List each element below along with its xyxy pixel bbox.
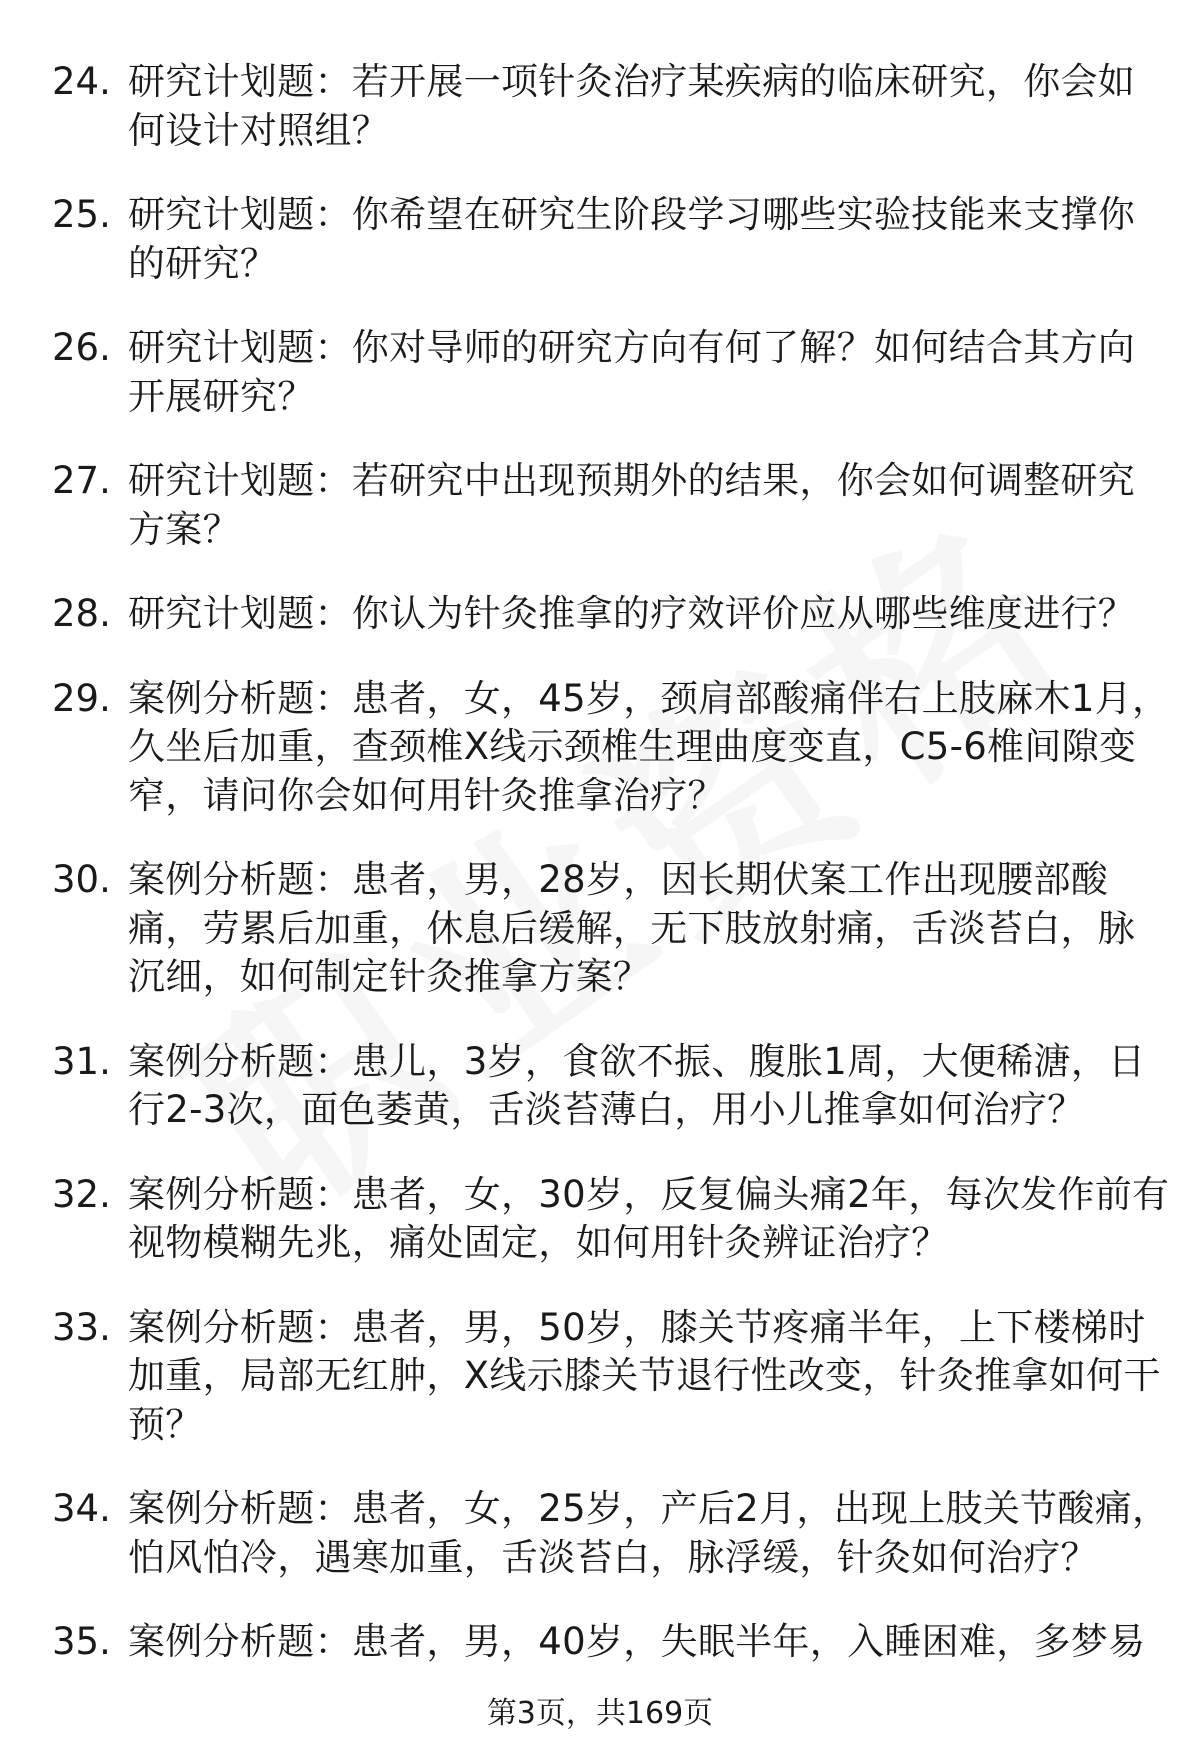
question-item — [0, 58, 1200, 155]
question-number: 32. — [52, 1172, 111, 1216]
question-text: 研究计划题：若开展一项针灸治疗某疾病的临床研究，你会如何设计对照组？ — [128, 60, 1136, 152]
question-text: 案例分析题：患者，女，45岁，颈肩部酸痛伴右上肢麻木1月，久坐后加重，查颈椎X线示颈椎生理曲度变直，C5-6椎间隙变窄，请问你会如何用针灸推拿治疗？ — [128, 676, 1170, 817]
question-item — [0, 191, 1200, 288]
question-number: 29. — [52, 676, 111, 720]
question-text: 研究计划题：若研究中出现预期外的结果，你会如何调整研究方案？ — [128, 459, 1136, 551]
question-text: 研究计划题：你对导师的研究方向有何了解？如何结合其方向开展研究？ — [128, 326, 1136, 418]
question-text: 案例分析题：患者，男，40岁，失眠半年，入睡困难，多梦易 — [128, 1620, 1146, 1663]
question-text: 案例分析题：患者，女，30岁，反复偏头痛2年，每次发作前有视物模糊先兆，痛处固定，如何用针灸辨证治疗？ — [128, 1172, 1170, 1264]
question-number: 28. — [52, 592, 111, 635]
question-number: 35. — [52, 1620, 111, 1663]
question-item — [0, 1038, 1200, 1135]
question-text: 案例分析题：患者，男，28岁，因长期伏案工作出现腰部酸痛，劳累后加重，休息后缓解，无下肢放射痛，舌淡苔白，脉沉细，如何制定针灸推拿方案？ — [128, 858, 1136, 998]
question-number: 25. — [52, 193, 111, 236]
question-text: 案例分析题：患者，男，50岁，膝关节疼痛半年，上下楼梯时加重，局部无红肿，X线示膝关节退行性改变，针灸推拿如何干预？ — [128, 1305, 1161, 1446]
question-text: 案例分析题：患儿，3岁，食欲不振、腹胀1周，大便稀溏，日行2-3次，面色萎黄，舌淡苔薄白，用小儿推拿如何治疗？ — [128, 1039, 1146, 1131]
question-number: 24. — [52, 60, 111, 103]
question-text: 案例分析题：患者，女，25岁，产后2月，出现上肢关节酸痛，怕风怕冷，遇寒加重，舌淡苔白，脉浮缓，针灸如何治疗？ — [128, 1487, 1170, 1579]
question-item — [0, 1304, 1200, 1450]
question-number: 31. — [52, 1039, 111, 1083]
question-number: 26. — [52, 326, 111, 369]
question-item — [0, 324, 1200, 421]
question-number: 30. — [52, 858, 111, 901]
question-item — [0, 675, 1200, 821]
question-number: 27. — [52, 459, 111, 502]
question-item — [0, 856, 1200, 1002]
question-list — [0, 58, 1200, 1703]
question-item — [0, 1618, 1200, 1667]
question-text: 研究计划题：你认为针灸推拿的疗效评价应从哪些维度进行？ — [128, 592, 1136, 635]
question-item — [0, 457, 1200, 554]
question-text: 研究计划题：你希望在研究生阶段学习哪些实验技能来支撑你的研究？ — [128, 193, 1136, 285]
page-footer: 第3页，共169页 — [486, 1696, 714, 1731]
question-item — [0, 590, 1200, 639]
question-item — [0, 1485, 1200, 1582]
question-item — [0, 1171, 1200, 1268]
question-number: 34. — [52, 1487, 111, 1530]
question-number: 33. — [52, 1305, 111, 1349]
